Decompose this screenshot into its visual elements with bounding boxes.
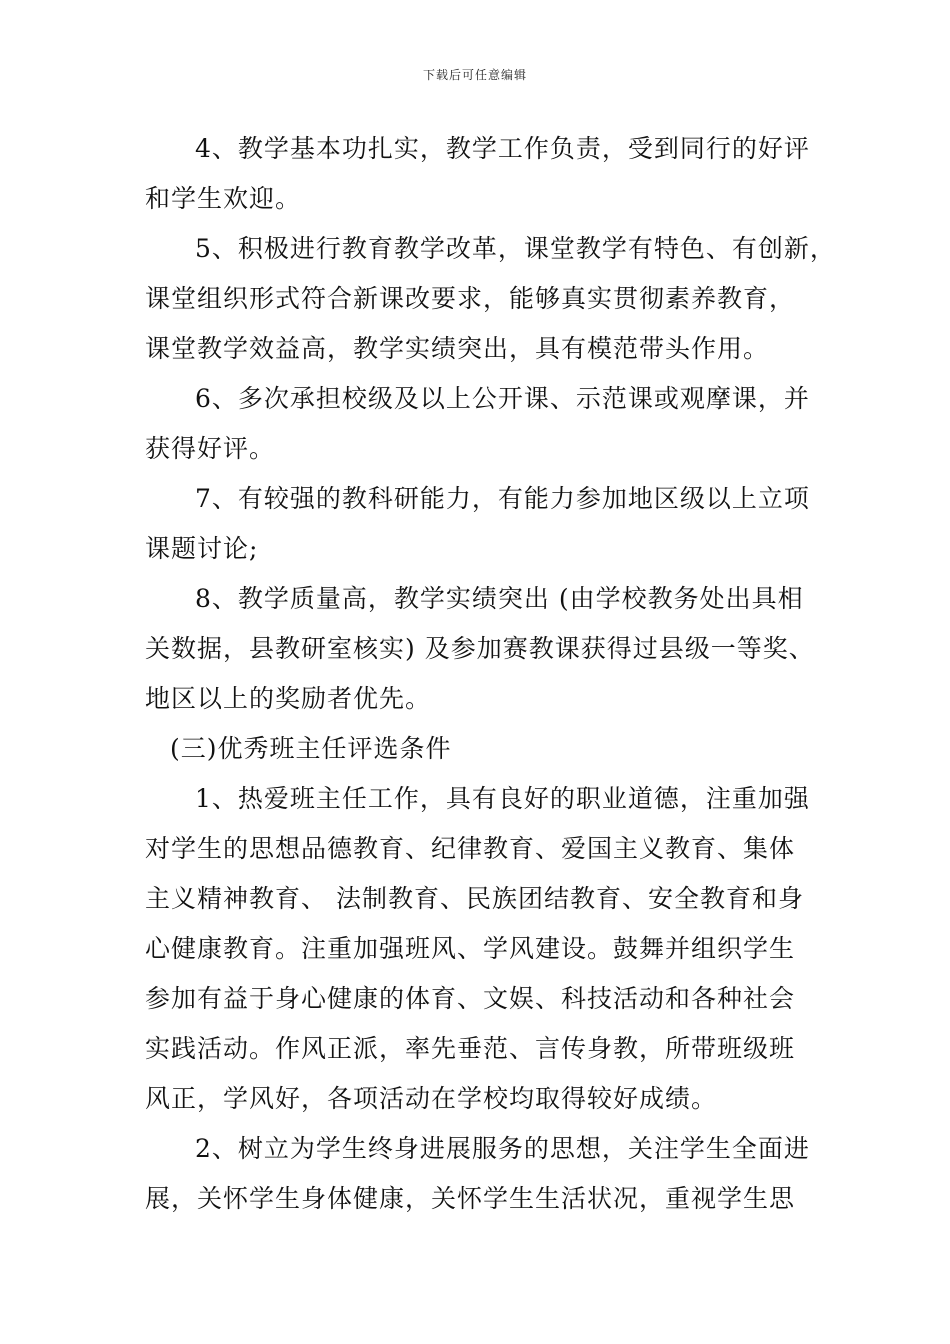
paragraph-7-line-1: 7、有较强的教科研能力，有能力参加地区级以上立项 [195, 484, 810, 513]
paragraph-8-line-1: 8、教学质量高，教学实绩突出 (由学校教务处出具相 [195, 584, 804, 613]
paragraph-5-line-2: 课堂组织形式符合新课改要求，能够真实贯彻素养教育， [145, 284, 796, 313]
section-heading-class-teacher: (三)优秀班主任评选条件 [170, 734, 452, 763]
teacher-criteria-1-line-5: 参加有益于身心健康的体育、文娱、科技活动和各种社会 [145, 984, 796, 1013]
teacher-criteria-1-line-3: 主义精神教育、 法制教育、民族团结教育、安全教育和身 [145, 884, 804, 913]
page-header-note: 下载后可任意编辑 [422, 68, 527, 82]
paragraph-8-line-2: 关数据，县教研室核实) 及参加赛教课获得过县级一等奖、 [145, 634, 815, 663]
paragraph-8-line-3: 地区以上的奖励者优先。 [145, 684, 432, 713]
teacher-criteria-2-line-2: 展，关怀学生身体健康，关怀学生生活状况，重视学生思 [145, 1184, 796, 1213]
paragraph-4-line-2: 和学生欢迎。 [145, 184, 302, 213]
teacher-criteria-1-line-7: 风正，学风好，各项活动在学校均取得较好成绩。 [145, 1084, 718, 1113]
paragraph-6-line-1: 6、多次承担校级及以上公开课、示范课或观摩课，并 [195, 384, 810, 413]
paragraph-5-line-3: 课堂教学效益高，教学实绩突出，具有模范带头作用。 [145, 334, 770, 363]
teacher-criteria-2-line-1: 2、树立为学生终身进展服务的思想，关注学生全面进 [195, 1134, 810, 1163]
teacher-criteria-1-line-6: 实践活动。作风正派，率先垂范、言传身教，所带班级班 [145, 1034, 796, 1063]
document-body [145, 124, 836, 1224]
paragraph-5-line-1: 5、积极进行教育教学改革，课堂教学有特色、有创新， [195, 234, 836, 263]
paragraph-6-line-2: 获得好评。 [145, 434, 276, 463]
teacher-criteria-1-line-4: 心健康教育。注重加强班风、学风建设。鼓舞并组织学生 [145, 934, 796, 963]
teacher-criteria-1-line-2: 对学生的思想品德教育、纪律教育、爱国主义教育、集体 [145, 834, 796, 863]
paragraph-7-line-2: 课题讨论; [145, 534, 259, 563]
teacher-criteria-1-line-1: 1、热爱班主任工作，具有良好的职业道德，注重加强 [195, 784, 810, 813]
paragraph-4-line-1: 4、教学基本功扎实，教学工作负责，受到同行的好评 [195, 134, 810, 163]
